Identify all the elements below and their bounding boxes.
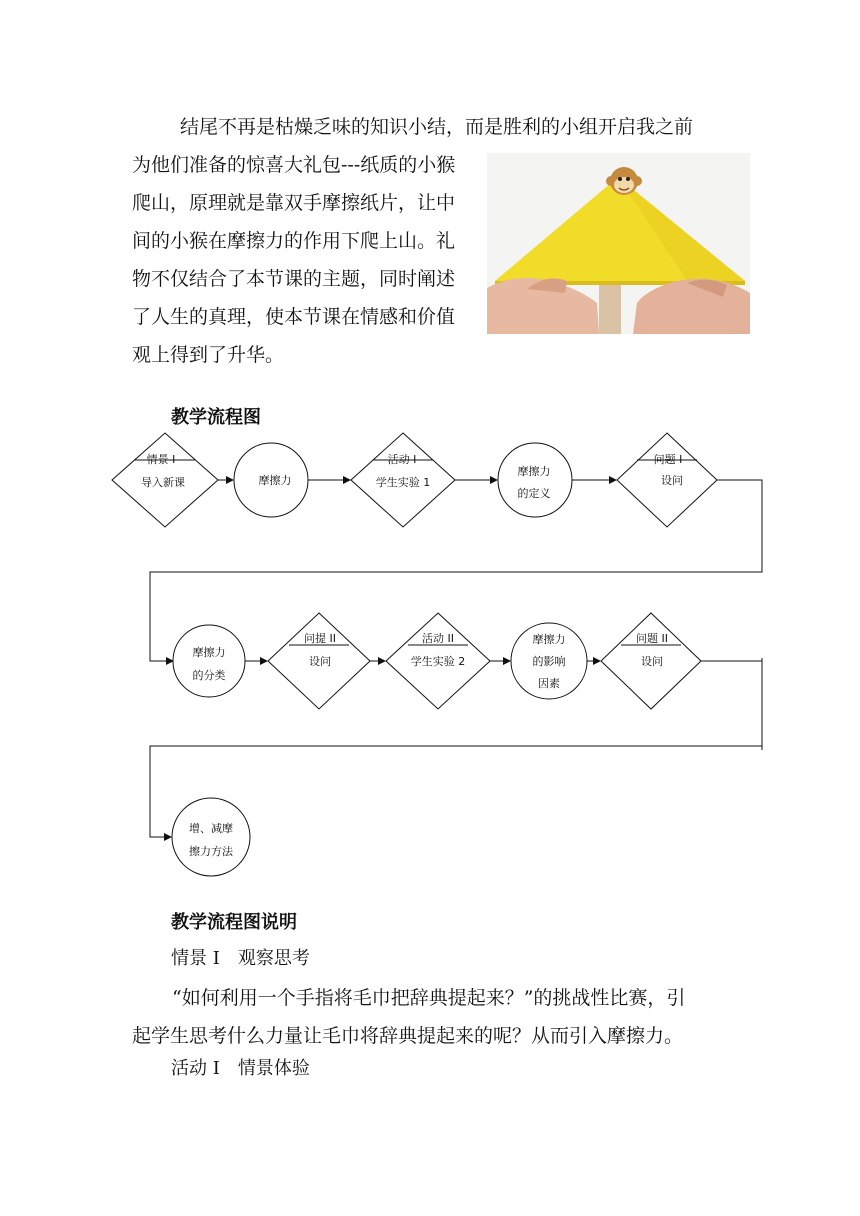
intro-line-1: 结尾不再是枯燥乏味的知识小结，而是胜利的小组开启我之前 — [180, 116, 694, 138]
intro-line-6: 了人生的真理，使本节课在情感和价值 — [132, 306, 456, 328]
node-label: 问题 II — [636, 632, 668, 645]
node-label: 设问 — [661, 474, 683, 487]
intro-line-4: 间的小猴在摩擦力的作用下爬上山。礼 — [132, 230, 456, 252]
node-label: 设问 — [309, 655, 331, 668]
activity-1-heading — [171, 1054, 310, 1080]
node-label: 擦力方法 — [189, 845, 233, 858]
intro-line-7: 观上得到了升华。 — [132, 344, 285, 366]
node-label: 导入新课 — [141, 476, 185, 489]
scene-1-title: 情景 I — [171, 948, 220, 969]
node-label: 因素 — [538, 677, 560, 690]
node-label: 学生实验 1 — [375, 476, 431, 489]
node-label: 活动 I — [387, 453, 417, 466]
flowchart-heading: 教学流程图 — [171, 407, 261, 428]
intro-line-2: 为他们准备的惊喜大礼包---纸质的小猴 — [132, 154, 456, 176]
node-label: 问题 I — [653, 453, 683, 466]
activity-1-title: 活动 I — [171, 1058, 220, 1079]
intro-line-3: 爬山，原理就是靠双手摩擦纸片，让中 — [132, 192, 456, 214]
scene-1-subtitle: 观察思考 — [237, 948, 310, 969]
node-label: 设问 — [641, 655, 663, 668]
node-label: 的定义 — [517, 487, 551, 500]
scene-1-paragraph — [132, 979, 685, 1055]
node-label: 摩擦力 — [192, 646, 226, 659]
node-label: 学生实验 2 — [410, 655, 466, 668]
node-label: 摩擦力 — [532, 633, 566, 646]
scene-1-line-2: 起学生思考什么力量让毛巾将辞典提起来的呢？从而引入摩擦力。 — [132, 1025, 684, 1047]
circle-friction-types — [173, 625, 245, 697]
node-label: 活动 II — [422, 632, 454, 645]
node-label: 的影响 — [532, 655, 566, 668]
node-label: 问提 II — [304, 632, 336, 645]
scene-1-heading — [171, 944, 310, 970]
node-label: 摩擦力 — [517, 465, 551, 478]
flowchart-explanation-heading: 教学流程图说明 — [171, 912, 297, 933]
node-label: 的分类 — [192, 669, 226, 682]
scene-1-line-1: “如何利用一个手指将毛巾把辞典提起来？”的挑战性比赛，引 — [172, 987, 686, 1009]
node-label: 增、减摩 — [189, 822, 233, 835]
node-label: 情景 I — [146, 453, 176, 466]
intro-line-5: 物不仅结合了本节课的主题，同时阐述 — [132, 268, 456, 290]
activity-1-subtitle: 情景体验 — [237, 1058, 310, 1079]
node-label: 摩擦力 — [258, 474, 292, 487]
circle-friction-definition — [498, 443, 572, 517]
circle-increase-decrease-friction — [172, 798, 250, 876]
